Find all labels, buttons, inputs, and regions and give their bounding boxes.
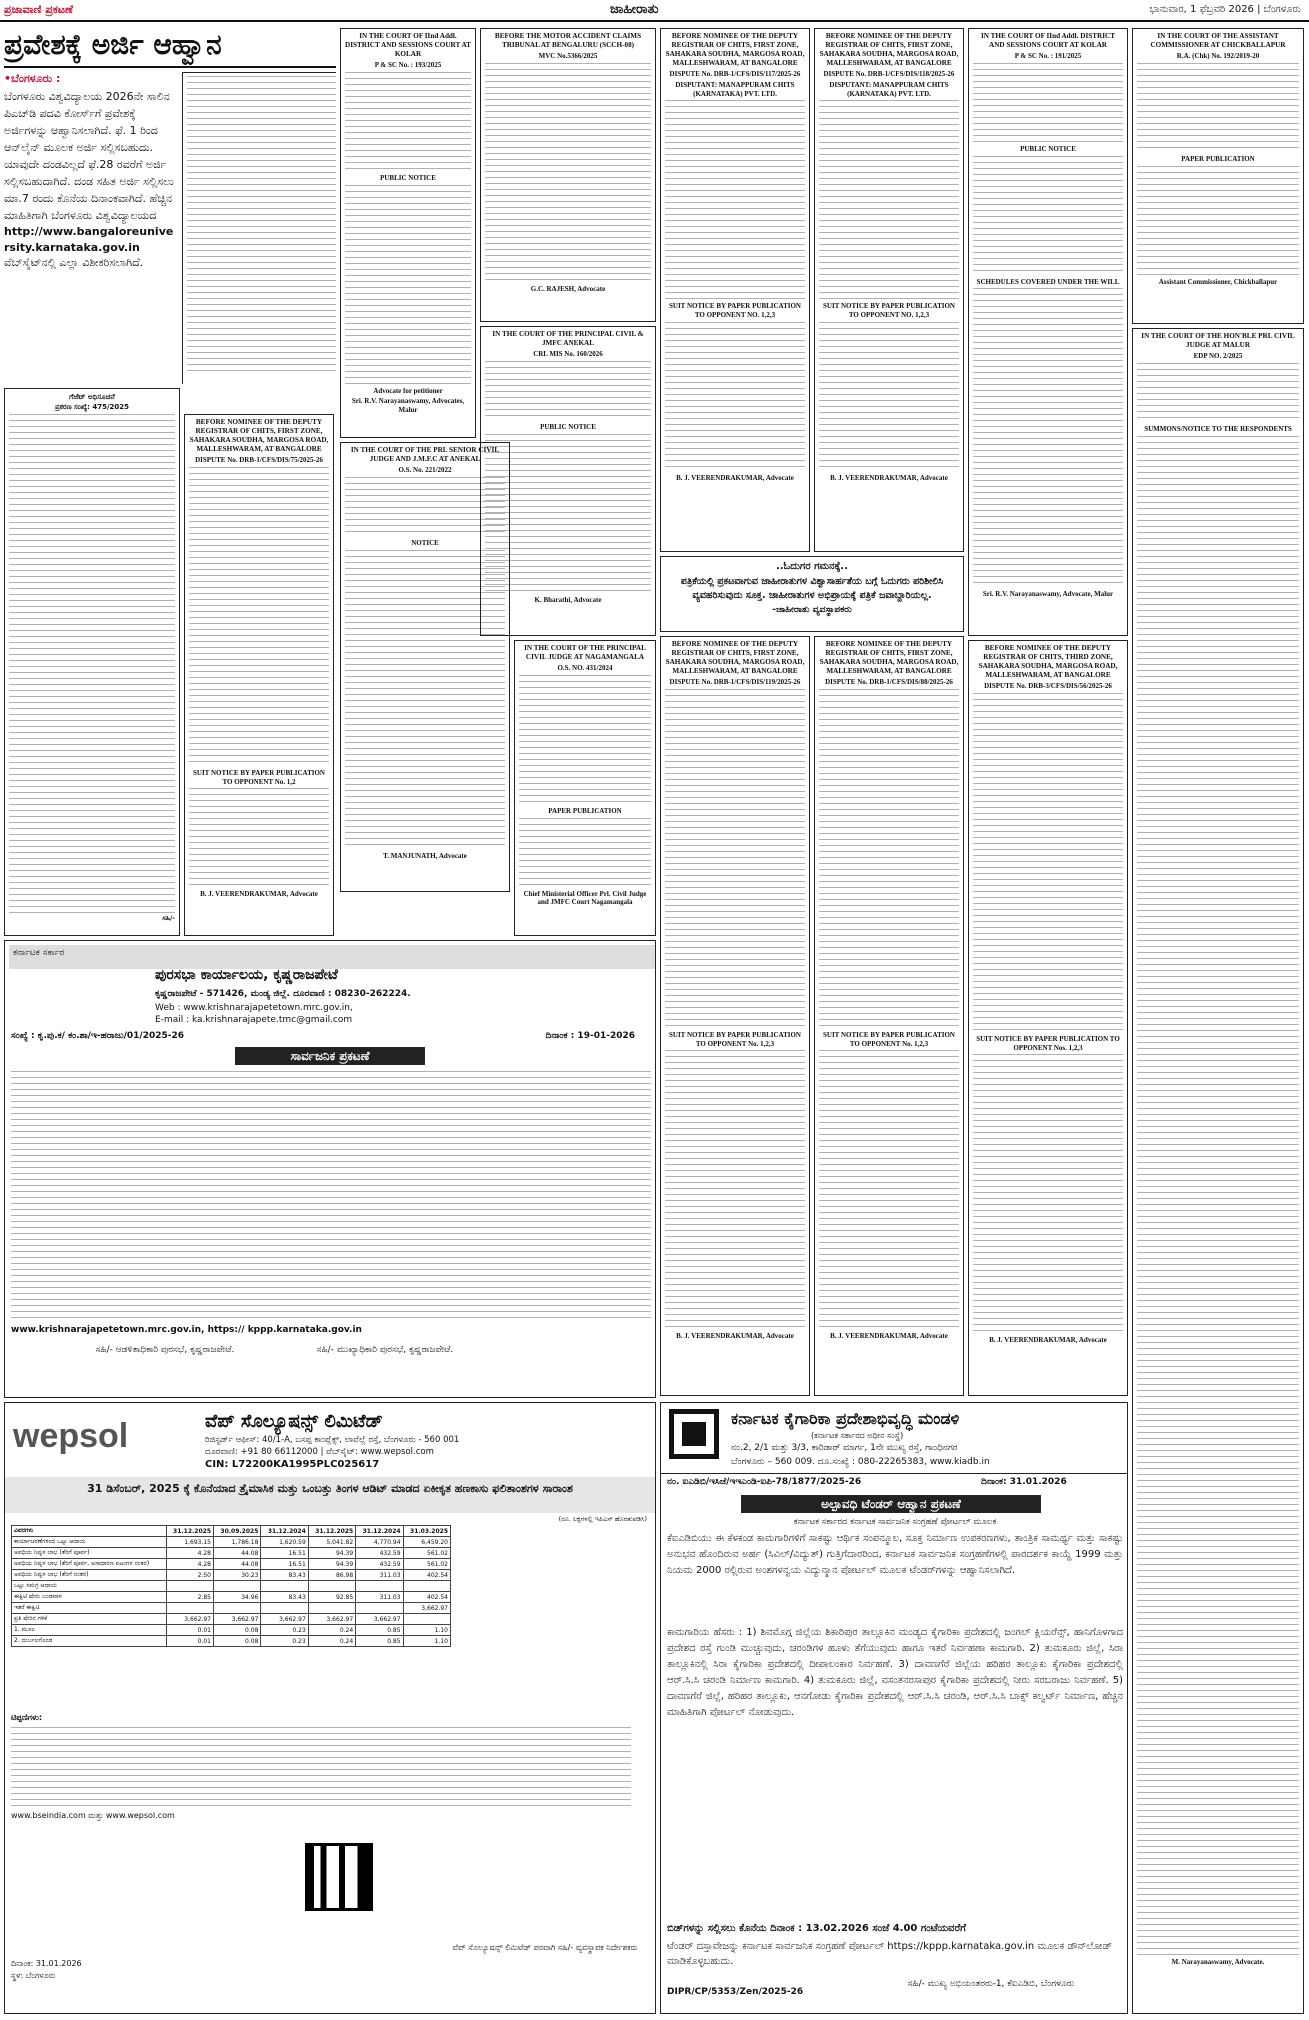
notice-tag: SUIT NOTICE BY PAPER PUBLICATION TO OPPONENT No. 1,2,3 (669, 1030, 801, 1048)
notice-text-block (665, 1050, 805, 1330)
notice-advocate: B. J. VEERENDRAKUMAR, Advocate (830, 473, 948, 482)
notice-case-number: CRL MIS No. 160/2026 (533, 350, 603, 358)
table-cell: 4.28 (166, 1548, 213, 1559)
notice-text-block (819, 100, 959, 300)
table-cell: 3,662.97 (356, 1614, 403, 1625)
result-date: ದಿನಾಂಕ: 31.01.2026 (11, 1959, 82, 1968)
table-cell: 0.23 (261, 1625, 308, 1636)
notice-heading: IN THE COURT OF IInd Addl. DISTRICT AND SESSIONS COURT AT KOLAR (345, 32, 471, 58)
chits-dispute-notice-4 (814, 636, 964, 1396)
notice-heading: IN THE COURT OF THE PRINCIPAL CIVIL JUDGE AT NAGAMANGALA (524, 644, 646, 661)
table-cell: 5,041.82 (308, 1537, 355, 1548)
notice-heading: IN THE COURT OF THE PRINCIPAL CIVIL & JMFC ANEKAL (492, 330, 644, 347)
notice-heading: IN THE COURT OF IInd Addl. DISTRICT AND SESSIONS COURT AT KOLAR (980, 32, 1116, 49)
notice-heading: BEFORE NOMINEE OF THE DEPUTY REGISTRAR OF CHITS, FIRST ZONE, SAHAKARA SOUDHA, MARGOSA ROAD, MALLESHWARAM, AT BANGALORE (819, 640, 959, 675)
results-column-header: 31.12.2024 (356, 1526, 403, 1537)
table-cell (308, 1581, 355, 1592)
results-column-header: ವಿವರಗಳು (12, 1526, 167, 1537)
board-contact: ಬೆಂಗಳೂರು – 560 009. ದೂ.ಸಂಖ್ಯೆ : 080-22265383, www.kiadb.in (731, 1457, 990, 1467)
reader-note-body: ಪತ್ರಿಕೆಯಲ್ಲಿ ಪ್ರಕಟವಾಗುವ ಜಾಹೀರಾತುಗಳ ವಿಶ್ವಾಸಾರ್ಹತೆಯ ಬಗ್ಗೆ ಓದುಗರು ಪರಿಶೀಲಿಸಿ ವ್ಯವಹರಿಸುವುದು ಸೂಕ್ತ. ಜಾಹೀರಾತುಗಳ ಅಭಿಪ್ರಾಯಕ್ಕೆ ಪತ್ರಿಕೆ ಜವಾಬ್ದಾರಿಯಲ್ಲ. (680, 576, 944, 601)
board-address: ನಂ.2, 2/1 ಮತ್ತು 3/3, ಕಾರಿಡಾರ್ ಮಾರ್ಗ, 1ನೇ ಮುಖ್ಯ ರಸ್ತೆ, ಗಾಂಧಿನಗರ (731, 1443, 958, 1453)
table-cell: ಅವಧಿಯ ನಿವ್ವಳ ಲಾಭ (ತೆರಿಗೆ ನಂತರ) (12, 1570, 167, 1581)
government-label: ಕರ್ನಾಟಕ ಸರ್ಕಾರ (13, 948, 65, 958)
table-cell: 0.08 (214, 1625, 261, 1636)
table-row (12, 1636, 451, 1647)
municipality-title: ಪುರಸಭಾ ಕಾರ್ಯಾಲಯ, ಕೃಷ್ಣರಾಜಪೇಟೆ (155, 967, 338, 983)
table-cell: 561.02 (403, 1559, 450, 1570)
public-notice-banner: ಸಾರ್ವಜನಿಕ ಪ್ರಕಟಣೆ (235, 1047, 425, 1065)
section-title: ಜಾಹೀರಾತು (610, 2, 659, 17)
notice-text-block (819, 689, 959, 1029)
gazette-notice (4, 388, 180, 936)
table-cell: 94.39 (308, 1548, 355, 1559)
notice-signature: Chief Ministerial Officer Prl. Civil Judge and JMFC Court Nagamangala (523, 889, 647, 907)
notice-text-block (973, 693, 1123, 1033)
notice-heading: BEFORE THE MOTOR ACCIDENT CLAIMS TRIBUNAL AT BENGALURU (SCCH-08) (494, 32, 642, 49)
krpet-municipality-notice (4, 940, 656, 1398)
table-cell: 92.85 (308, 1592, 355, 1603)
board-subtitle: (ಕರ್ನಾಟಕ ಸರ್ಕಾರದ ಅಧೀನ ಸಂಸ್ಥೆ) (811, 1431, 904, 1440)
table-cell: 0.85 (356, 1625, 403, 1636)
tender-signature: ಸಹಿ/- ಮುಖ್ಯ ಅಭಿಯಂತರರು-1, ಕೆಐಎಡಿಬಿ, ಬೆಂಗಳೂರು (907, 1979, 1075, 1989)
table-cell (308, 1603, 355, 1614)
notes-title: ಟಿಪ್ಪಣಿಗಳು: (11, 1713, 43, 1722)
notice-heading: BEFORE NOMINEE OF THE DEPUTY REGISTRAR OF CHITS, FIRST ZONE, SAHAKARA SOUDHA, MARGOSA ROAD, MALLESHWARAM, AT BANGALORE (665, 640, 805, 675)
notice-text-block (345, 72, 471, 172)
table-cell: 311.03 (356, 1570, 403, 1581)
notes-text-block (11, 1727, 631, 1807)
results-column-header: 30.09.2025 (214, 1526, 261, 1537)
notice-text-block (665, 100, 805, 300)
table-cell: 44.08 (214, 1548, 261, 1559)
notice-advocate: B. J. VEERENDRAKUMAR, Advocate (830, 1332, 948, 1341)
notice-text-block (485, 434, 651, 594)
notice-tag: NOTICE (411, 538, 439, 547)
table-cell (214, 1581, 261, 1592)
notice-advocate: G.C. RAJESH, Advocate (530, 284, 606, 293)
tender-banner-sub: ಕರ್ನಾಟಕ ಸರ್ಕಾರದ ಕರ್ನಾಟಕ ಸಾರ್ವಜನಿಕ ಸಂಗ್ರಹಣೆ ಪೋರ್ಟಲ್ ಮೂಲಕ (793, 1517, 997, 1527)
reference-number: ಸಂಖ್ಯೆ : ಕೃ.ಪು.ಕ/ ಕಂ.ಶಾ/ಇ-ಹರಾಜು/01/2025-26 (11, 1031, 185, 1041)
table-row (12, 1581, 451, 1592)
table-cell (261, 1581, 308, 1592)
notice-heading: IN THE COURT OF THE HON'BLE PRL CIVIL JUDGE AT MALUR (1141, 332, 1295, 349)
notes-link[interactable]: www.bseindia.com ಮತ್ತು www.wepsol.com (11, 1811, 175, 1820)
table-cell: 0.85 (356, 1636, 403, 1647)
table-cell: 561.02 (403, 1548, 450, 1559)
table-cell: ಈಕ್ವಿಟಿ ಷೇರು ಬಂಡವಾಳ (12, 1592, 167, 1603)
notice-case-number: ಪ್ರಕರಣ ಸಂಖ್ಯೆ: 475/2025 (54, 403, 130, 411)
table-cell: 16.51 (261, 1559, 308, 1570)
notice-text-block (973, 1054, 1123, 1334)
table-cell: 0.24 (308, 1625, 355, 1636)
municipality-address: ಕೃಷ್ಣರಾಜಪೇಟೆ - 571426, ಮಂಡ್ಯ ಜಿಲ್ಲೆ. ದೂರವಾಣಿ : 08230-262224. (155, 989, 411, 999)
table-row (12, 1614, 451, 1625)
notice-advocate: B. J. VEERENDRAKUMAR, Advocate (200, 890, 318, 899)
table-cell: 86.98 (308, 1570, 355, 1581)
results-column-header: 31.12.2025 (308, 1526, 355, 1537)
wepsol-logo: wepsol (13, 1417, 129, 1455)
notice-text-block (189, 788, 329, 888)
notice-disputant: DISPUTANT: MANAPPURAM CHITS (KARNATAKA) PVT. LTD. (675, 80, 795, 98)
table-cell (166, 1603, 213, 1614)
table-cell: 0.01 (166, 1625, 213, 1636)
notice-text-block (819, 1050, 959, 1330)
reader-note (660, 556, 964, 632)
notice-signature: ಸಹಿ/- (162, 913, 175, 922)
notice-text-block (819, 322, 959, 472)
invite-tail: ವೆಬ್‌ಸೈಟ್‌ನಲ್ಲಿ ಎಲ್ಲಾ ವಿಶೀಕರಿಸಲಾಗಿದೆ. (4, 256, 144, 270)
page-masthead (0, 0, 1309, 22)
notice-text-block (519, 818, 651, 888)
table-cell: 3,662.97 (308, 1614, 355, 1625)
table-cell: 4.28 (166, 1559, 213, 1570)
results-column-header: 31.03.2025 (403, 1526, 450, 1537)
table-row (12, 1603, 451, 1614)
table-cell: 34.96 (214, 1592, 261, 1603)
chits-dispute-notice-3 (660, 636, 810, 1396)
results-table (11, 1525, 451, 1647)
table-cell (261, 1603, 308, 1614)
table-cell: 0.01 (166, 1636, 213, 1647)
table-cell: 432.59 (356, 1559, 403, 1570)
tender-banner: ಅಲ್ಪಾವಧಿ ಟೆಂಡರ್ ಆಹ್ವಾನ ಪ್ರಕಟಣೆ (741, 1495, 1041, 1513)
gov-strip (9, 945, 656, 969)
municipality-web[interactable]: Web : www.krishnarajapetetown.mrc.gov.in, (155, 1003, 353, 1013)
municipality-email[interactable]: E-mail : ka.krishnarajapete.tmc@gmail.com (155, 1015, 353, 1025)
notice-tag: PUBLIC NOTICE (380, 173, 436, 182)
notice-text-block (1137, 166, 1299, 276)
table-cell (403, 1614, 450, 1625)
board-title: ಕರ್ನಾಟಕ ಕೈಗಾರಿಕಾ ಪ್ರದೇಶಾಭಿವೃದ್ಧಿ ಮಂಡಳಿ (731, 1409, 960, 1428)
tender-deadline: ಬಿಡ್‌ಗಳನ್ನು ಸಲ್ಲಿಸಲು ಕೊನೆಯ ದಿನಾಂಕ : 13.02.2026 ಸಂಜೆ 4.00 ಗಂಟೆಯವರೆಗೆ (667, 1923, 966, 1934)
table-cell: 402.54 (403, 1570, 450, 1581)
chief-officer-signature: ಸಹಿ/- ಮುಖ್ಯಾಧಿಕಾರಿ ಪುರಸಭೆ, ಕೃಷ್ಣರಾಜಪೇಟೆ. (316, 1345, 454, 1355)
chickballapur-court-notice (1132, 28, 1304, 324)
table-cell: 44.08 (214, 1559, 261, 1570)
kiadb-logo-icon (669, 1409, 719, 1459)
notice-tag: PUBLIC NOTICE (540, 422, 596, 431)
table-cell: ಕಾರ್ಯಾಚರಣೆಗಳಿಂದ ಒಟ್ಟು ಆದಾಯ (12, 1537, 167, 1548)
notice-sign-label: Advocate for petitioner (373, 386, 443, 395)
notice-case-number: DISPUTE No. DRB-3/CFS/DIS/56/2025-26 (984, 682, 1112, 690)
table-cell: 3,662.97 (166, 1614, 213, 1625)
notice-text-block (665, 689, 805, 1029)
notice-advocate: B. J. VEERENDRAKUMAR, Advocate (676, 473, 794, 482)
table-cell: 16.51 (261, 1548, 308, 1559)
table-cell: ಅವಧಿಯ ನಿವ್ವಳ ಲಾಭ (ತೆರಿಗೆ ಪೂರ್ವ) (12, 1548, 167, 1559)
table-cell: ಇತರೆ ಈಕ್ವಿಟಿ (12, 1603, 167, 1614)
notice-case-number: R.A. (Chk) No. 192/2019-20 (1176, 52, 1260, 60)
notice-tag: SUIT NOTICE BY PAPER PUBLICATION TO OPPONENT No. 1,2 (193, 768, 325, 786)
table-cell: 1,693.15 (166, 1537, 213, 1548)
dateline-city: •ಬೆಂಗಳೂರು : (4, 72, 61, 85)
notice-text-block (189, 467, 329, 767)
notice-text-block (665, 322, 805, 472)
notice-advocate: B. J. VEERENDRAKUMAR, Advocate (676, 1332, 794, 1341)
table-cell: 1.10 (403, 1625, 450, 1636)
notice-text-block (485, 63, 651, 283)
table-cell: 0.23 (261, 1636, 308, 1647)
company-address: ರಿಜಿಸ್ಟರ್ಡ್ ಆಫೀಸ್: 40/1-A, ಬಸಪ್ಪ ಕಾಂಪ್ಲೆಕ್ಸ್, ಲಾವೆಲ್ಲೆ ರಸ್ತೆ, ಬೆಂಗಳೂರು - 560 001 (205, 1435, 460, 1445)
table-cell: ಒಟ್ಟು ಸಮಗ್ರ ಆದಾಯ (12, 1581, 167, 1592)
results-unit: (ರೂ. ಲಕ್ಷಗಳಲ್ಲಿ ಇಪಿಎಸ್ ಹೊರತುಪಡಿಸಿ) (558, 1515, 647, 1523)
result-signature: ವೆಪ್ ಸೊಲ್ಯೂಷನ್ಸ್ ಲಿಮಿಟೆಡ್ ಪರವಾಗಿ ಸಹಿ/- ವ್ಯವಸ್ಥಾಪಕ ನಿರ್ದೇಶಕರು (452, 1943, 638, 1952)
table-cell: 4,770.94 (356, 1537, 403, 1548)
results-title: 31 ಡಿಸೆಂಬರ್, 2025 ಕ್ಕೆ ಕೊನೆಯಾದ ತ್ರೈಮಾಸಿಕ ಮತ್ತು ಒಂಬತ್ತು ತಿಂಗಳ ಆಡಿಟ್‌ ಮಾಡದ ಏಕೀಕೃತ ಹಣಕಾಸು ಫಲಿತಾಂಶಗಳ ಸಾರಾಂಶ (5, 1477, 655, 1513)
notice-tag: PUBLIC NOTICE (1020, 144, 1076, 153)
newspaper-logo: ಪ್ರಜಾವಾಣಿ ಪ್ರಕಟಣೆ (4, 3, 74, 16)
chits-dispute-notice-1 (660, 28, 810, 552)
notice-signature: Assistant Commissioner, Chickballapur (1158, 277, 1278, 286)
results-column-header: 31.12.2025 (166, 1526, 213, 1537)
table-row (12, 1559, 451, 1570)
notice-tag: SUIT NOTICE BY PAPER PUBLICATION TO OPPONENT NO. 1,2,3 (669, 302, 801, 319)
notice-text-block (1137, 63, 1299, 153)
table-cell: 1,786.18 (214, 1537, 261, 1548)
table-cell: 0.08 (214, 1636, 261, 1647)
reader-note-sign: -ಜಾಹೀರಾತು ವ್ಯವಸ್ಥಾಪಕರು (772, 604, 852, 615)
table-cell: 6,459.20 (403, 1537, 450, 1548)
table-row (12, 1537, 451, 1548)
notice-date: ದಿನಾಂಕ : 19-01-2026 (545, 1031, 635, 1041)
notice-text-block (485, 361, 651, 421)
notice-text-block (519, 675, 651, 805)
notice-text-block (1137, 436, 1299, 1956)
notice-case-number: O.S. NO. 431/2024 (557, 664, 613, 672)
chits-dispute-notice-2 (814, 28, 964, 552)
dateline: ಭಾನುವಾರ, 1 ಫೆಬ್ರವರಿ 2026 | ಬೆಂಗಳೂರು (1149, 4, 1301, 15)
table-cell: 30.23 (214, 1570, 261, 1581)
auction-links[interactable]: www.krishnarajapetetown.mrc.gov.in, https:// kppp.karnataka.gov.in (11, 1325, 362, 1335)
tender-date: ದಿನಾಂಕ: 31.01.2026 (981, 1477, 1067, 1487)
nagamangala-court-notice (514, 640, 656, 936)
notice-advocate: T. MANJUNATH, Advocate (383, 851, 467, 860)
notice-heading: ಗೆಜೆಟ್ ಅಧಿಸೂಚನೆ (69, 392, 115, 401)
table-cell: 1,620.59 (261, 1537, 308, 1548)
kolar-court-notice-191 (968, 28, 1128, 636)
tender-ref: ನಂ. ಐಎಡಿಬಿ/ಇಸಿಜೆ/ಇಇಎಂಡಿ-ಐಪಿ-78/1877/2025-26 (667, 1477, 862, 1487)
notice-heading: BEFORE NOMINEE OF THE DEPUTY REGISTRAR OF CHITS, THIRD ZONE, SAHAKARA SOUDHA, MARGOSA ROAD, MALLESHWARAM, AT BANGALORE (978, 644, 1118, 679)
results-table-wrap (11, 1525, 451, 1647)
result-place: ಸ್ಥಳ: ಬೆಂಗಳೂರು (11, 1971, 56, 1980)
tender-body: ಕೆಐಎಡಿಬಿಯು ಈ ಕೆಳಕಂಡ ಕಾಮಗಾರಿಗಳಿಗೆ ಸಾಕಷ್ಟು ಆರ್ಥಿಕ ಸಂಪನ್ಮೂಲ, ಸೂಕ್ತ ನಿರ್ಮಾಣ ಉಪಕರಣಗಳು, ತಾಂತ್ರಿಕ ಸಾಮರ್ಥ್ಯ ಮತ್ತು ಸಾಕಷ್ಟು ಅನುಭವ ಹೊಂದಿರುವ ಅರ್ಹ (ಸಿವಿಲ್/ವಿದ್ಯುತ್) ಗುತ್ತಿಗೆದಾರರಿಂದ, ಕರ್ನಾಟಕ ಸಾರ್ವಜನಿಕ ಸಂಗ್ರಹಣೆಗಳಲ್ಲಿ ಪಾರದರ್ಶಕ ಕಾಯ್ದೆ 1999 ಮತ್ತು ನಿಯಮ 2000 ರಲ್ಲಿರುವ ಅಂಶಗಳನ್ವಯ ವಿದ್ಯುನ್ಮಾನ ಪೋರ್ಟಲ್ ಮೂಲಕ ಟೆಂಡರ್‌ಗಳನ್ನು ಆಹ್ವಾನಿಸಲಾಗಿದೆ. (667, 1533, 1123, 1576)
notice-text-block (973, 156, 1123, 276)
table-cell: 311.03 (356, 1592, 403, 1603)
notice-case-number: DISPUTE No. DRB-1/CFS/DIS/75/2025-26 (195, 456, 323, 464)
chits-dispute-notice-5 (968, 640, 1128, 1396)
notice-heading: BEFORE NOMINEE OF THE DEPUTY REGISTRAR OF CHITS, FIRST ZONE, SAHAKARA SOUDHA, MARGOSA ROAD, MALLESHWARAM, AT BANGALORE (819, 32, 959, 67)
notice-advocate: Sri. R.V. Narayanaswamy, Advocates, Malur (351, 397, 465, 414)
table-cell: ಪ್ರತಿ ಷೇರಿನ ಗಳಿಕೆ (12, 1614, 167, 1625)
notice-heading: BEFORE NOMINEE OF THE DEPUTY REGISTRAR OF CHITS, FIRST ZONE, SAHAKARA SOUDHA, MARGOSA ROAD, MALLESHWARAM, AT BANGALORE (189, 418, 329, 453)
invite-body: ಬೆಂಗಳೂರು ವಿಶ್ವವಿದ್ಯಾಲಯ 2026ನೇ ಸಾಲಿನ ಪಿಎಚ್‌ಡಿ ಪದವಿ ಕೋರ್ಸ್‌ಗೆ ಪ್ರವೇಶಕ್ಕೆ ಅರ್ಜಿಗಳನ್ನು ಆಹ್ವಾನಿಸಲಾಗಿದೆ. ಫೆ. 1 ರಿಂದ ಆನ್‌ಲೈನ್ ಮೂಲಕ ಅರ್ಜಿ ಸಲ್ಲಿಸಬಹುದು. ಯಾವುದೇ ದಂಡವಿಲ್ಲದೆ ಫೆ.28 ರವರೆಗೆ ಅರ್ಜಿ ಸಲ್ಲಿಸಬಹುದಾಗಿದೆ. ದಂಡ ಸಹಿತ ಅರ್ಜಿ ಸಲ್ಲಿಸಲು ಮಾ.7 ರಂದು ಕೊನೆಯ ದಿನಾಂಕವಾಗಿದೆ. ಹೆಚ್ಚಿನ ಮಾಹಿತಿಗಾಗಿ ಬೆಂಗಳೂರು ವಿಶ್ವವಿದ್ಯಾಲಯದ (4, 90, 174, 223)
notice-schedule-label: SCHEDULES COVERED UNDER THE WILL (976, 277, 1120, 286)
table-cell: 1. ಮೂಲ (12, 1625, 167, 1636)
table-cell (166, 1581, 213, 1592)
table-row (12, 1625, 451, 1636)
tender-works: ಕಾಮಗಾರಿಯ ಹೆಸರು : 1) ಶಿವಮೊಗ್ಗ ಜಿಲ್ಲೆಯ ಶಿಕಾರಿಪುರ ತಾಲ್ಲೂಕಿನ ಮಂಡ್ಯದ ಕೈಗಾರಿಕಾ ಪ್ರದೇಶದಲ್ಲಿ ಜಂಗಲ್ ಕ್ಲಿಯರೆನ್ಸ್, ಹಾನಿಗೊಳಗಾದ ಪ್ರದೇಶದ ರಸ್ತೆ ಗುಂಡಿ ಮುಚ್ಚುವುದು, ಚರಂಡಿಗಳ ಹೂಳು ತೆಗೆಯುವುದು ಹಾಗೂ ಇತರೆ ನಿರ್ವಹಣಾ ಕಾಮಗಾರಿ. 2) ತುಮಕೂರು ಜಿಲ್ಲೆ, ಸಿರಾ ತಾಲ್ಲೂಕಿನಲ್ಲಿ ಸಿರಾ ಕೈಗಾರಿಕಾ ಪ್ರದೇಶದಲ್ಲಿ ದೀಪಾಲಂಕಾರ ನಿರ್ವಹಣೆ. 3) ದಾವಣಗೆರೆ ಜಿಲ್ಲೆಯ ಹರಿಹರ ತಾಲ್ಲೂಕು ಕೈಗಾರಿಕಾ ಪ್ರದೇಶದಲ್ಲಿ ಆರ್‌.ಸಿ.ಸಿ ಚರಂಡಿ ನಿರ್ಮಾಣ ಕಾಮಗಾರಿ. 4) ತುಮಕೂರು ಜಿಲ್ಲೆ, ವಸಂತನರಸಾಪುರ ಕೈಗಾರಿಕಾ ಪ್ರದೇಶದಲ್ಲಿ ನೀರು ಸರಬರಾಜು ನಿರ್ವಹಣೆ. 5) ದಾವಣಗೆರೆ ಜಿಲ್ಲೆ, ಹರಿಹರ ತಾಲ್ಲೂಕು, ಆನಗೋಡು ಕೈಗಾರಿಕಾ ಪ್ರದೇಶದಲ್ಲಿ ಆರ್‌.ಸಿ.ಸಿ ಚರಂಡಿ, ಆರ್‌.ಸಿ.ಸಿ ಬಾಕ್ಸ್ ಕಲ್ವರ್ಟ್ ನಿರ್ಮಾಣ, ಹೆಚ್ಚಿನ ಮಾಹಿತಿಗಾಗಿ ಪೋರ್ಟಲ್ ನೋಡುವುದು. (667, 1627, 1123, 1718)
table-cell (356, 1581, 403, 1592)
notice-case-number: DISPUTE No. DRB-1/CFS/DIS/118/2025-26 (823, 70, 955, 78)
notice-tag: PAPER PUBLICATION (548, 806, 622, 815)
notice-tag: PAPER PUBLICATION (1181, 154, 1255, 163)
table-row (12, 1548, 451, 1559)
table-cell: 1.10 (403, 1636, 450, 1647)
notice-case-number: P & SC No. : 191/2025 (1014, 52, 1082, 60)
notice-disputant: DISPUTANT: MANAPPURAM CHITS (KARNATAKA) PVT. LTD. (829, 80, 949, 98)
results-table-header (12, 1526, 451, 1537)
table-cell: 2. ದುರ್ಬಲಗೊಂಡ (12, 1636, 167, 1647)
notice-case-number: EDP NO. 2/2025 (1193, 352, 1243, 360)
notice-text-block (973, 63, 1123, 143)
notice-case-number: DISPUTE No. DRB-1/CFS/DIS/117/2025-26 (669, 70, 801, 78)
table-cell: 83.43 (261, 1592, 308, 1603)
wepsol-results-ad (4, 1402, 656, 2014)
table-cell: 83.43 (261, 1570, 308, 1581)
notice-advocate: Sri. R.V. Narayanaswamy, Advocate, Malur (982, 590, 1114, 599)
notice-text-block (973, 288, 1123, 588)
notice-case-number: DISPUTE No. DRB-1/CFS/DIS/119/2025-26 (669, 678, 801, 686)
notice-case-number: O.S. No. 221/2022 (398, 466, 452, 474)
notice-heading: IN THE COURT OF THE ASSISTANT COMMISSIONER AT CHICKBALLAPUR (1150, 32, 1286, 49)
university-url[interactable]: http://www.bangaloreuniversity.karnataka.gov.in (4, 225, 174, 254)
notice-case-number: DISPUTE No. DRB-1/CFS/DIS/88/2025-26 (825, 678, 953, 686)
company-cin: CIN: L72200KA1995PLC025617 (205, 1459, 380, 1470)
notice-advocate: K. Bharathi, Advocate (534, 595, 602, 604)
notice-text-block (187, 76, 336, 376)
notice-advocate: M. Narayanaswamy, Advocate. (1171, 1957, 1265, 1966)
notice-text-block (9, 414, 175, 914)
company-name: ವೆಪ್ ಸೊಲ್ಯೂಷನ್ಸ್ ಲಿಮಿಟೆಡ್ (205, 1411, 383, 1432)
tender-portal[interactable]: ಟೆಂಡರ್ ದಸ್ತಾವೇಜನ್ನು ಕರ್ನಾಟಕ ಸಾರ್ವಜನಿಕ ಸಂಗ್ರಹಣೆ ಪೋರ್ಟಲ್ https://kppp.karnataka.gov.in ಮೂಲಕ ಡೌನ್‌ಲೋಡ್ ಮಾಡಿಕೊಳ್ಳಬಹುದು. (667, 1941, 1113, 1967)
table-cell: 0.24 (308, 1636, 355, 1647)
notice-text-block (1137, 363, 1299, 423)
table-cell: 402.54 (403, 1592, 450, 1603)
notice-tag: SUMMONS/NOTICE TO THE RESPONDENTS (1144, 424, 1292, 433)
table-row (12, 1570, 451, 1581)
chits-dispute-notice-6 (184, 414, 334, 936)
table-cell (356, 1603, 403, 1614)
kiadb-tender-ad (660, 1402, 1128, 2014)
mvc-tribunal-notice (480, 28, 656, 322)
dipr-code: DIPR/CP/5353/Zen/2025-26 (667, 1987, 804, 1997)
table-row (12, 1592, 451, 1603)
side-kannada-notice (182, 72, 336, 384)
notice-tag: SUIT NOTICE BY PAPER PUBLICATION TO OPPONENT NO. 1,2,3 (823, 302, 955, 319)
invite-title: ಪ್ರವೇಶಕ್ಕೆ ಅರ್ಜಿ ಆಹ್ವಾನ (4, 28, 222, 61)
university-notice (4, 28, 336, 384)
table-cell: ಅವಧಿಯ ನಿವ್ವಳ ಲಾಭ (ತೆರಿಗೆ ಪೂರ್ವ, ಅಸಾಧಾರಣ ಐಟಂಗಳ ನಂತರ) (12, 1559, 167, 1570)
table-cell: 94.39 (308, 1559, 355, 1570)
table-cell: 2.50 (166, 1570, 213, 1581)
notice-heading: BEFORE NOMINEE OF THE DEPUTY REGISTRAR OF CHITS, FIRST ZONE, SAHAKARA SOUDHA, MARGOSA ROAD, MALLESHWARAM, AT BANGALORE (665, 32, 805, 67)
table-cell (214, 1603, 261, 1614)
company-contact: ದೂರವಾಣಿ: +91 80 66112000 | ವೆಬ್‌ಸೈಟ್: www.wepsol.com (205, 1447, 434, 1457)
table-cell: 432.59 (356, 1548, 403, 1559)
qr-code-icon (305, 1843, 373, 1911)
anekal-principal-court-notice (480, 326, 656, 636)
notice-heading: IN THE COURT OF THE PRL SENIOR CIVIL JUDGE AND J.M.F.C AT ANEKAL (350, 446, 500, 463)
table-cell: 3,662.97 (403, 1603, 450, 1614)
notice-advocate: B. J. VEERENDRAKUMAR, Advocate (989, 1336, 1107, 1345)
table-cell: 3,662.97 (214, 1614, 261, 1625)
malur-court-notice (1132, 328, 1304, 2014)
table-cell (403, 1581, 450, 1592)
notice-case-number: MVC No.5366/2025 (538, 52, 598, 60)
notice-text-block (345, 185, 471, 385)
reader-note-title: ..ಓದುಗರ ಗಮನಕ್ಕೆ.. (775, 561, 849, 572)
notice-tag: SUIT NOTICE BY PAPER PUBLICATION TO OPPONENT Nos. 1,2,3 (976, 1034, 1120, 1052)
table-cell: 3,662.97 (261, 1614, 308, 1625)
results-column-header: 31.12.2024 (261, 1526, 308, 1537)
notice-text-block (11, 1071, 651, 1321)
kolar-court-notice-193 (340, 28, 476, 438)
administrator-signature: ಸಹಿ/- ಆಡಳಿತಾಧಿಕಾರಿ ಪುರಸಭೆ, ಕೃಷ್ಣರಾಜಪೇಟೆ. (95, 1345, 235, 1355)
table-cell: 2.85 (166, 1592, 213, 1603)
notice-tag: SUIT NOTICE BY PAPER PUBLICATION TO OPPONENT No. 1,2,3 (823, 1030, 955, 1048)
notice-case-number: P & SC No. : 193/2025 (374, 61, 442, 69)
